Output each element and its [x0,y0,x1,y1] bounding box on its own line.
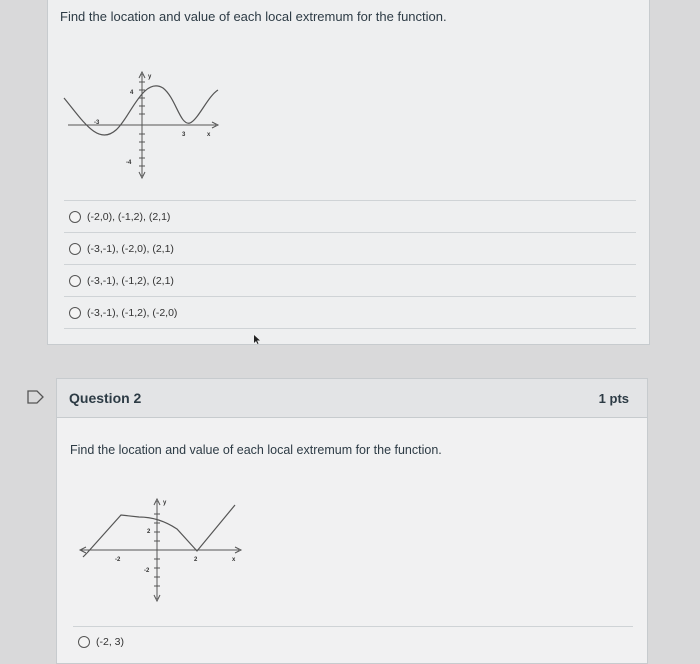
question-2-card [56,378,648,664]
radio-button[interactable] [69,275,81,287]
answer-label: (-2,0), (-1,2), (2,1) [87,210,171,223]
question-2-title: Question 2 [69,390,142,406]
graph-2-tick-neg-x: -2 [115,557,121,563]
graph-2-tick-pos-x: 2 [194,557,198,563]
answer-label: (-3,-1), (-1,2), (2,1) [87,274,174,287]
question-1-prompt: Find the location and value of each local extremum for the function. [60,9,447,24]
question-1-answers [64,200,636,329]
question-1-card [47,0,650,345]
graph-1-x-axis-label: x [207,132,211,138]
graph-1-y-axis-label: y [148,74,152,80]
answer-label: (-3,-1), (-2,0), (2,1) [87,242,174,255]
mouse-cursor-icon [253,334,261,345]
graph-2-tick-neg-y: -2 [144,568,150,574]
graph-2-tick-pos-y: 2 [147,529,151,535]
answer-label: (-2, 3) [96,636,125,648]
answer-option-1[interactable] [73,626,633,657]
graph-2-x-axis-label: x [232,557,236,563]
answer-option-1[interactable] [64,200,636,232]
radio-button[interactable] [78,636,90,648]
radio-button[interactable] [69,307,81,319]
question-2-header [57,379,647,418]
question-2-graph [77,493,247,603]
graph-1-tick-pos-y: 4 [130,90,134,96]
graph-2-y-axis-label: y [163,500,167,506]
answer-option-3[interactable] [64,264,636,296]
answer-option-2[interactable] [64,232,636,264]
graph-1-tick-neg-y: -4 [126,160,132,166]
question-1-graph [58,66,228,186]
flag-question-icon[interactable] [27,390,45,404]
answer-label: (-3,-1), (-1,2), (-2,0) [87,306,178,319]
question-2-points: 1 pts [598,391,629,406]
question-2-answers [73,626,633,657]
radio-button[interactable] [69,211,81,223]
answer-option-4[interactable] [64,296,636,329]
graph-1-tick-pos-x: 3 [182,132,186,138]
graph-1-tick-neg-x: -3 [94,120,100,126]
question-2-prompt: Find the location and value of each local extremum for the function. [70,443,442,457]
radio-button[interactable] [69,243,81,255]
